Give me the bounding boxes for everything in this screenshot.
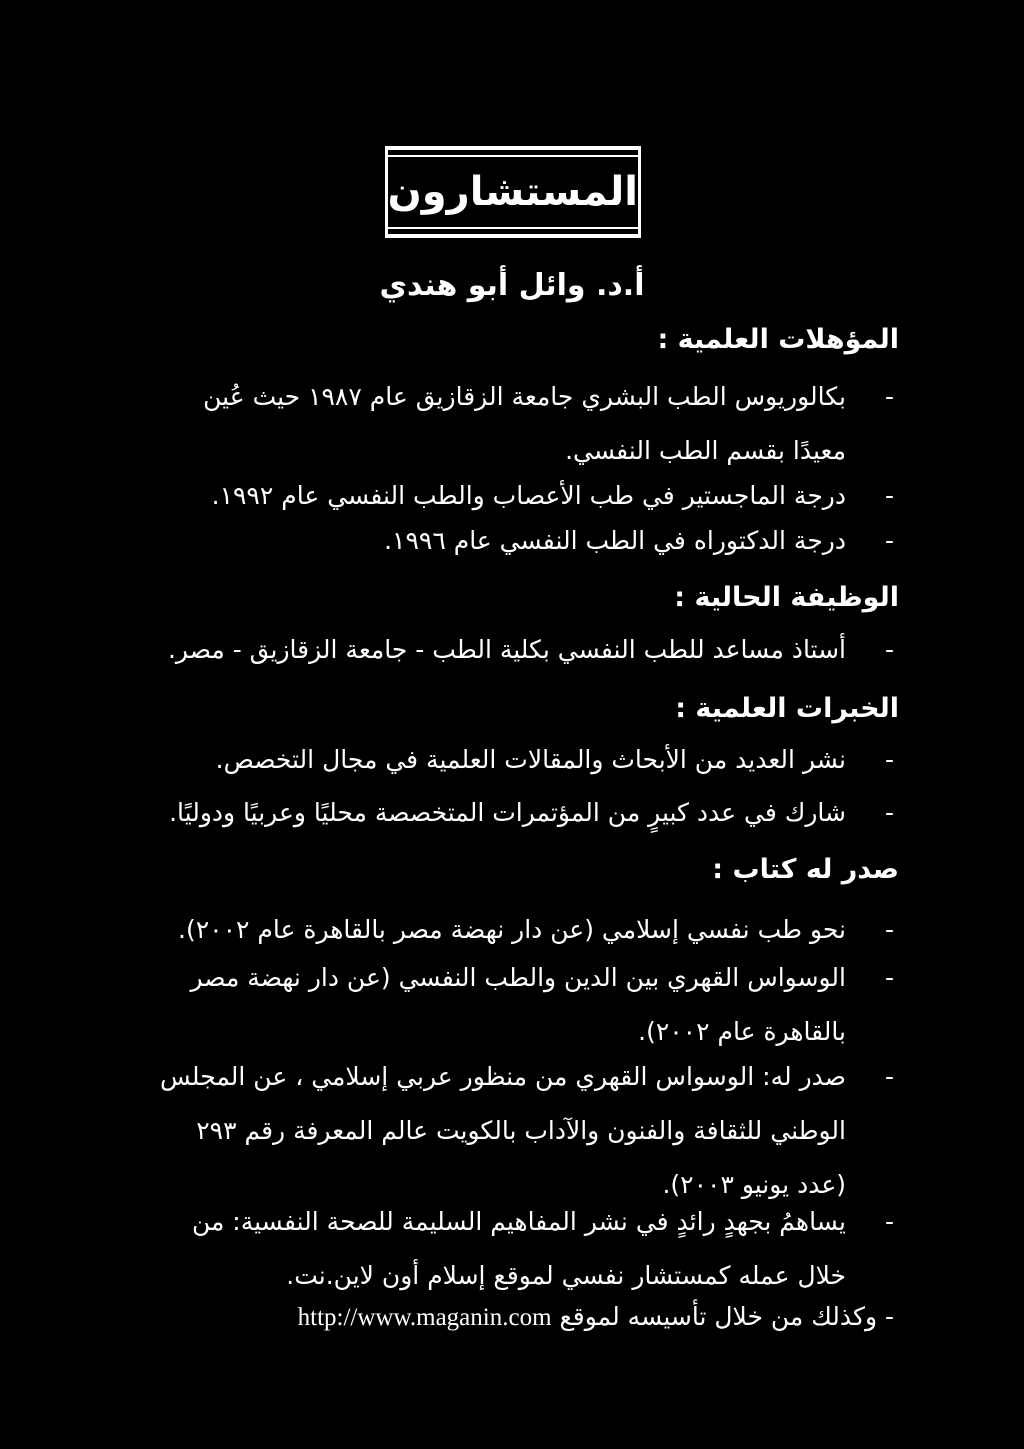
bullet-dash: - <box>884 1062 894 1091</box>
title-rule-top <box>388 146 638 150</box>
bullet-dash: - <box>877 1302 894 1331</box>
book-item: يساهمُ بجهدٍ رائدٍ في نشر المفاهيم السليمة للصحة النفسية: من خلال عمله كمستشار نفسي لموقع إسلام أون لاين.نت. <box>191 1207 846 1290</box>
qualification-item: درجة الماجستير في طب الأعصاب والطب النفسي عام ١٩٩٢. <box>211 481 846 510</box>
bullet-dash: - <box>884 382 894 411</box>
author-name: أ.د. وائل أبو هندي <box>379 268 645 303</box>
bullet-dash: - <box>884 635 894 664</box>
experience-item: شارك في عدد كبيرٍ من المؤتمرات المتخصصة محليًا وعربيًا ودوليًا. <box>169 798 846 827</box>
book-item: الوسواس القهري بين الدين والطب النفسي (عن دار نهضة مصر بالقاهرة عام ٢٠٠٢). <box>190 963 846 1046</box>
page-title: المستشارون <box>387 169 638 215</box>
qualification-item: بكالوريوس الطب البشري جامعة الزقازيق عام ١٩٨٧ حيث عُين معيدًا بقسم الطب النفسي. <box>203 382 846 465</box>
book-item: صدر له: الوسواس القهري من منظور عربي إسلامي ، عن المجلس الوطني للثقافة والفنون والآداب بالكويت عالم المعرفة رقم ٢٩٣ (عدد يونيو ٢٠٠٣). <box>160 1062 846 1199</box>
maganin-line <box>144 1290 894 1345</box>
maganin-url[interactable]: http://www.maganin.com <box>297 1304 552 1331</box>
book-item: نحو طب نفسي إسلامي (عن دار نهضة مصر بالقاهرة عام ٢٠٠٢). <box>178 915 846 944</box>
current-job-item: أستاذ مساعد للطب النفسي بكلية الطب - جامعة الزقازيق - مصر. <box>167 635 846 664</box>
maganin-line-text: وكذلك من خلال تأسيسه لموقع <box>559 1302 878 1331</box>
current-job-heading: الوظيفة الحالية : <box>674 582 899 613</box>
title-rule-bottom-thin <box>388 227 638 229</box>
books-heading: صدر له كتاب : <box>712 854 899 885</box>
bullet-dash: - <box>884 745 894 774</box>
title-rule-bottom <box>388 234 638 238</box>
title-rule-top-thin <box>388 155 638 157</box>
qualification-item: درجة الدكتوراه في الطب النفسي عام ١٩٩٦. <box>384 526 846 555</box>
title-box <box>385 146 641 238</box>
bullet-dash: - <box>884 915 894 944</box>
bullet-dash: - <box>884 798 894 827</box>
qualifications-heading: المؤهلات العلمية : <box>657 324 899 355</box>
bullet-dash: - <box>884 481 894 510</box>
experience-heading: الخبرات العلمية : <box>675 693 899 724</box>
experience-item: نشر العديد من الأبحاث والمقالات العلمية في مجال التخصص. <box>215 745 846 774</box>
bullet-dash: - <box>884 1207 894 1236</box>
bullet-dash: - <box>884 963 894 992</box>
bullet-dash: - <box>884 526 894 555</box>
